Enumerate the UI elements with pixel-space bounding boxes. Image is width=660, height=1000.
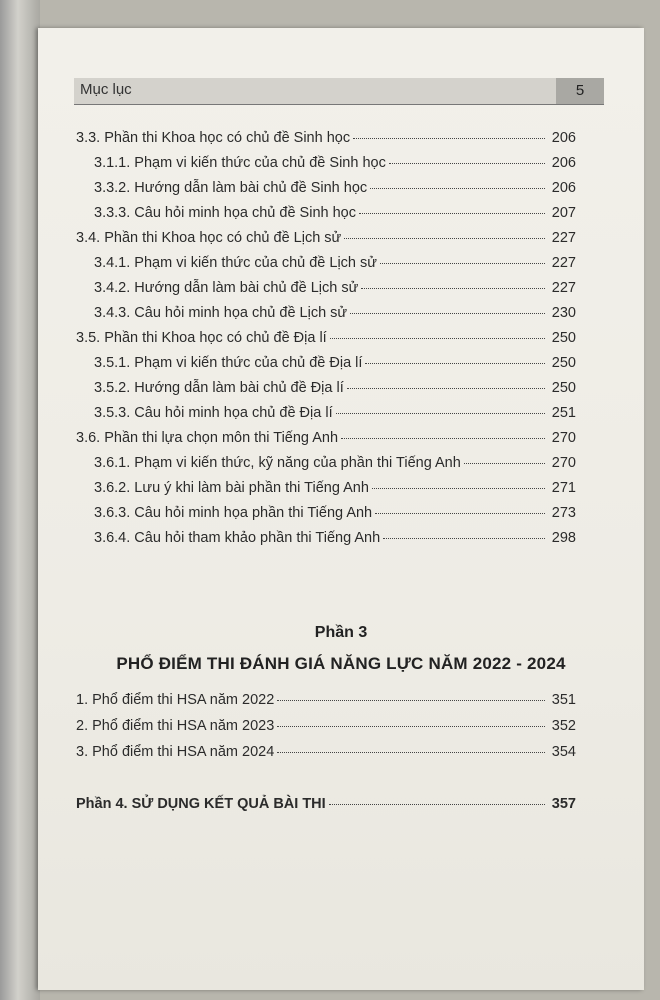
toc-entry-page: 206 (551, 130, 576, 146)
dot-leader (375, 512, 545, 514)
running-header (74, 78, 604, 105)
toc-entry-page: 273 (551, 505, 576, 521)
toc-entry (76, 480, 576, 505)
dot-leader (389, 162, 545, 164)
dot-leader (277, 699, 545, 701)
toc-entry-label: 3.6.4. Câu hỏi tham khảo phần thi Tiếng Anh (94, 530, 381, 546)
dot-leader (380, 262, 545, 264)
dot-leader (347, 387, 545, 389)
part-3-number: Phần 3 (314, 624, 368, 641)
dot-leader (372, 487, 545, 489)
toc-entry (76, 205, 576, 230)
toc-entry-page: 354 (551, 744, 576, 760)
toc-entry-page: 271 (551, 480, 576, 496)
dot-leader (365, 362, 545, 364)
dot-leader (370, 187, 545, 189)
toc-part-4 (76, 796, 576, 821)
toc-entry-page: 227 (551, 280, 576, 296)
toc-entry-label: 3.6.1. Phạm vi kiến thức, kỹ năng của phần thi Tiếng Anh (94, 455, 461, 471)
toc-entry-page: 206 (551, 180, 576, 196)
toc-entry-label: 3.6.3. Câu hỏi minh họa phần thi Tiếng Anh (94, 505, 373, 521)
toc-entry-label: 3.4.3. Câu hỏi minh họa chủ đề Lịch sử (94, 305, 348, 321)
dot-leader (341, 437, 545, 439)
part-3-title: PHỔ ĐIỂM THI ĐÁNH GIÁ NĂNG LỰC NĂM 2022 - 2024 (116, 654, 566, 673)
book-page (38, 28, 644, 990)
dot-leader (277, 751, 545, 753)
toc-entry (76, 130, 576, 155)
toc-entry-label: 3.6. Phần thi lựa chọn môn thi Tiếng Anh (76, 430, 339, 446)
dot-leader (344, 237, 545, 239)
header-title: Mục lục (80, 81, 132, 98)
toc-entry-page: 207 (551, 205, 576, 221)
toc-entry-page: 206 (551, 155, 576, 171)
toc-entry-page: 250 (551, 355, 576, 371)
toc-entry (76, 718, 576, 744)
toc-entry-page: 270 (551, 455, 576, 471)
dot-leader (361, 287, 545, 289)
toc-entry-label: 3.4.1. Phạm vi kiến thức của chủ đề Lịch sử (94, 255, 377, 271)
toc-entry (76, 380, 576, 405)
toc-entry (76, 430, 576, 455)
toc-entry (76, 280, 576, 305)
dot-leader (464, 462, 545, 464)
toc-entry-page: 250 (551, 380, 576, 396)
toc-entry-label: 3.5.2. Hướng dẫn làm bài chủ đề Địa lí (94, 380, 344, 396)
toc-entry-page: 230 (551, 305, 576, 321)
toc-entry (76, 230, 576, 255)
dot-leader (329, 803, 545, 805)
toc-entry-label: Phần 4. SỬ DỤNG KẾT QUẢ BÀI THI (76, 796, 326, 812)
toc-entry-label: 3.5. Phần thi Khoa học có chủ đề Địa lí (76, 330, 327, 346)
header-page-number: 5 (556, 78, 604, 104)
toc-entry-label: 3.5.3. Câu hỏi minh họa chủ đề Địa lí (94, 405, 333, 421)
toc-entry-page: 352 (551, 718, 576, 734)
toc-entry (76, 530, 576, 555)
toc-entry-label: 3.1.1. Phạm vi kiến thức của chủ đề Sinh học (94, 155, 386, 171)
dot-leader (277, 725, 545, 727)
toc-entry-label: 3.3.3. Câu hỏi minh họa chủ đề Sinh học (94, 205, 356, 221)
toc-entry-page: 351 (551, 692, 576, 708)
toc-entry (76, 355, 576, 380)
toc-entry-page: 227 (551, 230, 576, 246)
toc-entry (76, 692, 576, 718)
toc-entry (76, 180, 576, 205)
toc-entry-page: 227 (551, 255, 576, 271)
toc-entry-label: 3.5.1. Phạm vi kiến thức của chủ đề Địa lí (94, 355, 363, 371)
toc-entry-label: 3.3.2. Hướng dẫn làm bài chủ đề Sinh học (94, 180, 368, 196)
toc-entry-label: 3.4.2. Hướng dẫn làm bài chủ đề Lịch sử (94, 280, 359, 296)
toc-entry-page: 251 (551, 405, 576, 421)
toc-entry (76, 330, 576, 355)
dot-leader (359, 212, 545, 214)
toc-entry-page: 357 (551, 796, 576, 812)
toc-entry (76, 796, 576, 821)
dot-leader (353, 137, 545, 139)
toc-entry (76, 744, 576, 770)
toc-entry-label: 3. Phổ điểm thi HSA năm 2024 (76, 744, 275, 760)
toc-entry-label: 3.4. Phần thi Khoa học có chủ đề Lịch sử (76, 230, 342, 246)
dot-leader (383, 537, 545, 539)
toc-entry-label: 2. Phổ điểm thi HSA năm 2023 (76, 718, 275, 734)
toc-entry-page: 250 (551, 330, 576, 346)
dot-leader (336, 412, 545, 414)
toc-entry (76, 405, 576, 430)
toc-entry-label: 1. Phổ điểm thi HSA năm 2022 (76, 692, 275, 708)
toc-entry (76, 255, 576, 280)
toc-entry (76, 305, 576, 330)
toc-entry (76, 505, 576, 530)
dot-leader (330, 337, 545, 339)
toc-part-3-sections (76, 130, 576, 555)
toc-entry-label: 3.6.2. Lưu ý khi làm bài phần thi Tiếng Anh (94, 480, 369, 496)
toc-entry (76, 455, 576, 480)
dot-leader (350, 312, 545, 314)
toc-entry-page: 298 (551, 530, 576, 546)
toc-entry-label: 3.3. Phần thi Khoa học có chủ đề Sinh học (76, 130, 351, 146)
toc-entry (76, 155, 576, 180)
toc-entry-page: 270 (551, 430, 576, 446)
book-spine (0, 0, 40, 1000)
toc-part-3-entries (76, 692, 576, 770)
